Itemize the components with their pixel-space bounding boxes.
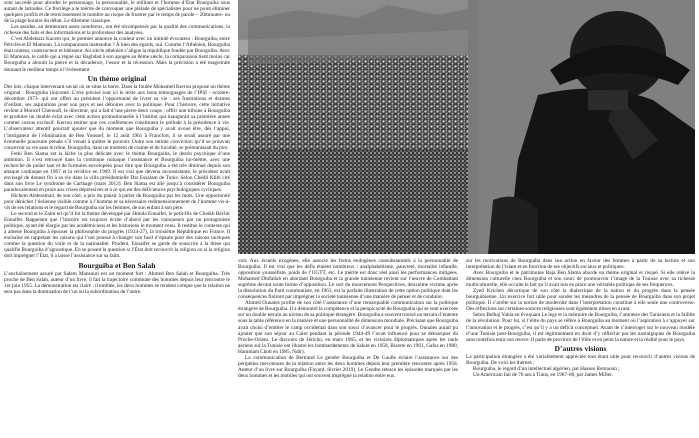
paragraph: voir. Aux écueils exogènes, elle associe les freins endogènes consubstantiels à la personnalité de Bourguiba. Il est vrai que les défis étaient nombreux : analphabétisme, pauvreté, mortalité infantile, opposition yousséfiste, poids de l’UGTT, etc. Le mérite est donc réel ainsi les performances mitigées. Mohamed Dhifallah en abordant Bourguiba et la grande tunisienne revient sur l’œuvre de Combattant suprême devant toute forme d’opposition. Le sort du mouvement Perspectives, deuxième victime après la dissolution du Parti communiste, en 1963, est la parfaite illustration de cette option politique dont les conséquences finiront par imprégner la société tunisienne d’une manière de penser et de conduire.: [238, 258, 458, 301]
paragraph: Dès lors, chaque intervenant savait où se situe la barre. Dans la foulée Mohamed Kerrou propose un thème original : Bourguiba (in)conte. L’exe précisé tout ici le texte aux bons témoignages de l’IPSI - octobre-décembre 1973- qui ont offert au président l’opportunité de livrer sa vie : ses frustrations et drames d’enfant, ses aspirations pour son pays et ses déboires avec la politique. Pour l’histoire, cette initiative revient à Moncef Chenoufi, le directeur, qui a fait d’une pierre deux coups : offrir une tribune à Bourguiba et produire un double éclat avec cette action promotionnelle à l’institut qui inaugurait sa première année comme cursus exclusif. Kerrou estime que ces conférences constituent le prélude à la présidence à vie. L’observateur attentif pourrait ajouter que du moment que Bourguiba y avait avoué être, dès l’appui, l’instigateur de l’élimination de Ben Youssef, le 12 août 1961 à Francfort, il se serait assuré par une éventuelle poursuite pénale s’il venait à quitter le pouvoir. Outre son intime conviction qu’il se prouvait concevoir sa vie sans le trône, Bourguiba, dans un moment de crainte et de lucidité, se prémunissait du pire.: [4, 84, 230, 151]
paragraph: Fethi Ben Slama est la lâche la plus délicate avec le thème Bourguiba, le destin psychique d’une ambition. Il s’est retrouvé dans la commune ruinaque l’assistance et Bourguiba lui-même, avec une recherche du pulier tant et de formules envelopées pour dire que Bourguiba a été très diminué depuis son attaque cardiaque en 1967 et la récidive en 1969. Il est vrai que devenu inconsistante, le président avait envisagé de donner fin à sa vie dans la villa présidentielle Dar Essalam de Tunis. Selon Chédli Klibi cité dans son livre Le syndrome de Carthage (mars 2012). Ben Slama est allé jusqu’à considérer Bourguiba paradoxalement en proie aux crises dépressives et à ce qui est des déficiences psychologiques cycliques.: [4, 150, 230, 193]
article-column-left: [4, 0, 230, 295]
paragraph: Avec Bourguiba et le patrimoine Raja Ben Slama aborde un thème original et risqué. Si elle relève la dimension culturelle chez Bourguiba et son souci de promouvoir l’image de la Tunisie avec sa richesse multiculturelle, elle occulte le fait qu’il avait mis en place une véritable politique de ses fréquences.: [466, 270, 695, 289]
paragraph: L’enchaînement assuré par Salem Mansouri est un moment fort : Ahmed Ben Salah et Bourguiba. Très proche de Ben Salah, auteur d’un livre, il fait la trajectoire commune des hommes depuis leur rencontre le 1er juin 1955. La démonstration est claire : il emblée, les deux hommes se rendent compte que la relation ne sera pas dans la domination de l’un ou la subordination de l’autre.: [4, 271, 230, 296]
paragraph: sur les motivations de Bourguiba dans son action en faveur des femmes à partir de sa lecture et son interprétation de l’islam et en fonction de ses objectifs sociaux et politiques.: [466, 258, 695, 271]
paragraph: La communication de Bertrand Le gendre Bourguiba et De Gaulle éclaire l’assistance sur des péripéties méconnues de la relation entre les deux hommes depuis leur première rencontre après 1958. Auteur d’un livre sur Bourguiba (Fayard, février 2019), Le Gendre retrace les épisodes marqués par les deux hommes et les mobiles qui ont souvent imprégné la relation entre eux.: [238, 354, 458, 379]
paragraph: Le second et le Zaim tel qu’il fut la thème développé par Hmida Ennaifer, le petit-fils de Cheikh Béchir Ennaifer. Rappelant que l’histoire est toujours écrite d’abord par les vainqueurs par un protagoniste politique, ayant été élargie par les académiciens et les historiens le moment venu. Il restitue le contexte qui a amené Bourguiba à épouser la philosophie du progrès (1924-27), la troisième République en France. Il enchaîne en rappelant les raisons qui l’ont poussé à changer son fusil d’épaule pour des raisons tactiques comme la question du voile et de la nationalité. Prudent, Ennaifer se garde de souscrire à la thèse qui qualifie Bourguiba d’agnostique. En se posant la question si l’État doit recouvrir la religion ou si la religion doit imprégner l’État, il a laissé l’assistance sur sa faim.: [4, 211, 230, 260]
section-heading: Bourguiba et Ben Salah: [78, 261, 156, 271]
crowd-photo-illustration: [238, 0, 695, 254]
paragraph: Hichem Abdessmad, de son côté, a pris du plaisir à parler de Bourguiba par les mots. Une opportunité pour dénicher l’éolienne visible comme à l’homme et sa nécessaire redimensionnement de l’homme vis-à-vis de ses relations et le regard de Bourguiba sur les femmes, de son enfant à son père.: [4, 193, 230, 212]
paragraph: Un Américain fait de 70 ans à Tunis, en 1967-68, par James Miller.: [473, 372, 613, 379]
article-column-right: [466, 258, 695, 378]
paragraph: Bourguiba, le regard d’un intellectuel algérien, par Hassen Remaoun ;: [473, 366, 620, 373]
section-heading: D’autres visions: [554, 344, 607, 354]
paragraph: La participation étrangère a été variablement appréciée tout étant utile pour recouvrir d’autres visions de Bourguiba. De voici les thèmes :: [466, 354, 695, 367]
paragraph: C’est Abdelaziz Kacem qui, le premier annonce la couleur avec un intitulé évocateur : Bourguiba, entre Périclès et El Mamoun. La comparaison inattendue ? À bien des égards, oui. Comme l’Athénien, Bourguiba était orateur, constructeur et bâtisseur. Au siècle athénien s’aligne la république fondée par Bourguiba. Avec El Mamoun, le calife qui a régné sur Baghdad à son apogée au 8ème siècle, la comparaison tient moins car Bourguiba a aboutit la pierre et la décadence, l’essor et la récession. Mais la précision a été magistrale donnant le meilleur temps à l’évènement.: [4, 36, 230, 73]
paragraph: Les assidus, au demeurant assez nombreux, ont été récompensés par la qualité des communications, la richesse des faits et des informations et la profondeur des analyses.: [4, 24, 230, 37]
article-photo: [238, 0, 695, 254]
section-heading: Un thème original: [87, 74, 147, 84]
paragraph: sont succédé pour aborder le personnage, la personnalité, le militant et l’homme d’État Bourguiba sous autant de latitudes. Ce florilège a le mérite de convoquer une pléiade de spécialistes pour ne point éliminer quelques profils et de rétrécissement le nombre au risque de frustrer par le temps de parole – 20minutes- ou de la plage horaire du débat. Le dilemme classique.: [4, 0, 230, 25]
paragraph: Selon Belhaj Yahia en évoquant Le legs et la mémoire de Bourguiba, l’amnésie des Tunisiens et la faillite de la révolution. Pour lui, si l’élite du pays se réfère à Bourguiba au moment où l’aspiration à s’appuyer sur l’innovation et le progrès, c’est qu’il y a un déficit conceptuel. Avant de s’interroger sur le nouveau modèle d’une Tunisie post-Bourguiba, il est légitimement en droit d’y réfléchir par les nostalgiques de Bourguiba sans toutefois tenir son œuvre. Il parle de province de l’élite et en peint la nature et la réalité pour le pays.: [466, 312, 695, 343]
paragraph: Zyed Krichen décortique de son côté la dialectique de la nation et du progrès dans la pensée bourguibienne. Un exercice fort utile pour sonder les méandres de la pensée de Bourguiba dans son projet politique. Il s’arrête sur la notion de modernité dans l’interprétation constitue à elle seule une controverse. Des réflexions sur certaines sources religieuses sont également mises en avant.: [466, 288, 695, 313]
article-column-middle: [238, 258, 458, 379]
paragraph: Ahmed Ounaies profite de son côté l’assistance d’une remarquable communication sur la politique étrangère de Bourguiba. Il a démontré la compétence et la perspicacité de Bourguiba qui se sont exercées sur un double terrain au niveau de sa politique étrangère. Bourguiba a souvent trouvé un terrain d’entente sous la table référence en la matière et une personnalité de dimension mondiale. Précisant que Bourguiba avait choisi d’embler le camp occidental dans son souci d’avancer pour le progrès. Ounaies aurait pu ajouter que son séjour au Caire pendant la période 1944-49 l’avait influencé pour se démarquer du Proche-Orient. Le discours de Jéricho, en mars 1965, et les victoires diplomatiques après les raids aériens sur la Tunisie ont illustré les bombardements de Sakiet en 1958, Bizerte en 1961, Gafsa en 1980, Hammam Chott en 1985, Ndlr).: [238, 300, 458, 355]
